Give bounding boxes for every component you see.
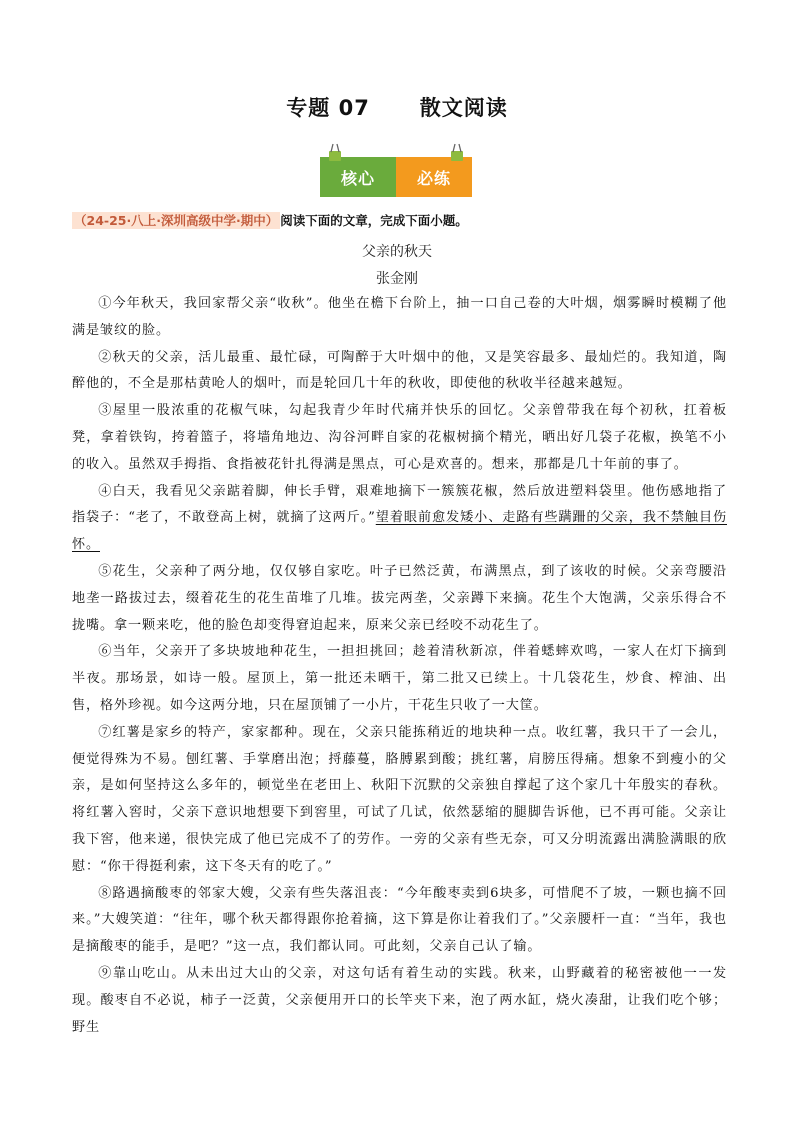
core-practice-badge	[320, 157, 472, 197]
question-instruction: 阅读下面的文章，完成下面小题。	[280, 213, 468, 228]
paragraph-1: ①今年秋天，我回家帮父亲“收秋”。他坐在檐下台阶上，抽一口自己卷的大叶烟，烟雾瞬时模糊了他满是皱纹的脸。	[72, 296, 727, 338]
essay-body	[72, 291, 727, 1041]
paragraph-7: ⑦红薯是家乡的特产，家家都种。现在，父亲只能拣稍近的地块种一点。收红薯，我只干了一会儿，便觉得殊为不易。刨红薯、手掌磨出泡；捋藤蔓，胳膊累到酸；挑红薯，肩膀压得痛。想象不到瘦小的父亲，是如何坚持这么多年的，顿觉坐在老田上、秋阳下沉默的父亲独自撑起了这个家几十年殷实的春秋。将红薯入窖时，父亲下意识地想要下到窖里，可试了几试，依然瑟缩的腿脚告诉他，已不再可能。父亲让我下窖，他来递，很快完成了他已完成不了的劳作。一旁的父亲有些无奈，可又分明流露出满脸满眼的欣慰：“你干得挺利索，这下冬天有的吃了。”	[72, 724, 727, 874]
paragraph-4	[72, 479, 727, 559]
page-title: 专题 07 散文阅读	[286, 96, 508, 120]
paragraph-4-text: ④白天，我看见父亲踮着脚，伸长手臂，艰难地摘下一簇簇花椒，然后放进塑料袋里。他伤感地指了指袋子：“老了，不敢登高上树，就摘了这两斤。”	[72, 483, 727, 526]
binder-clip-icon	[448, 143, 466, 163]
paragraph-2: ②秋天的父亲，活儿最重、最忙碌，可陶醉于大叶烟中的他，又是笑容最多、最灿烂的。我知道，陶醉他的，不全是那枯黄呛人的烟叶，而是轮回几十年的秋收，即使他的秋收半径越来越短。	[72, 349, 727, 392]
question-source-tag: （24-25·八上·深圳高级中学·期中）	[74, 213, 279, 228]
question-header	[72, 211, 732, 232]
paragraph-9: ⑨靠山吃山。从未出过大山的父亲，对这句话有着生动的实践。秋来，山野藏着的秘密被他一一发现。酸枣自不必说，柿子一泛黄，父亲便用开口的长竿夹下来，泡了两水缸，烧火凑甜，让我们吃个够；野生	[72, 965, 727, 1035]
paragraph-5: ⑤花生，父亲种了两分地，仅仅够自家吃。叶子已然泛黄，布满黑点，到了该收的时候。父亲弯腰沿地垄一路拔过去，缀着花生的花生苗堆了几堆。拔完两垄，父亲蹲下来摘。花生个大饱满，父亲乐得合不拢嘴。拿一颗来吃，他的脸色却变得窘迫起来，原来父亲已经咬不动花生了。	[72, 563, 727, 633]
paragraph-3: ③屋里一股浓重的花椒气味，勾起我青少年时代痛并快乐的回忆。父亲曾带我在每个初秋，扛着板凳，拿着铁钩，挎着篮子，将墙角地边、沟谷河畔自家的花椒树摘个精光，晒出好几袋子花椒，换笔不小的收入。虽然双手拇指、食指被花针扎得满是黑点，可心是欢喜的。想来，那都是几十年前的事了。	[72, 403, 727, 472]
badge-core-label: 核心	[320, 157, 396, 197]
paragraph-6: ⑥当年，父亲开了多块坡地种花生，一担担挑回；趁着清秋新凉，伴着蟋蟀欢鸣，一家人在灯下摘到半夜。那场景，如诗一般。屋顶上，第一批还未晒干，第二批又已续上。十几袋花生，炒食、榨油、出售，格外珍视。如今这两分地，只在屋顶铺了一小片，干花生只收了一大筐。	[72, 644, 727, 713]
badge-practice-label: 必练	[396, 157, 472, 197]
essay-author: 张金刚	[376, 271, 418, 287]
underlined-sentence: 望着眼前愈发矮小、走路有些蹒跚的父亲，我不禁触目伤怀。	[72, 510, 727, 553]
essay-title: 父亲的秋天	[362, 244, 432, 260]
paragraph-8: ⑧路遇摘酸枣的邻家大嫂，父亲有些失落沮丧：“今年酸枣卖到6块多，可惜爬不了坡，一颗也摘不回来。”大嫂笑道：“往年，哪个秋天都得跟你抢着摘，这下算是你让着我们了。”父亲腰杆一直：“当年，我也是摘酸枣的能手，是吧？”这一点，我们都认同。可此刻，父亲自己认了输。	[72, 885, 727, 955]
binder-clip-icon	[326, 143, 344, 163]
